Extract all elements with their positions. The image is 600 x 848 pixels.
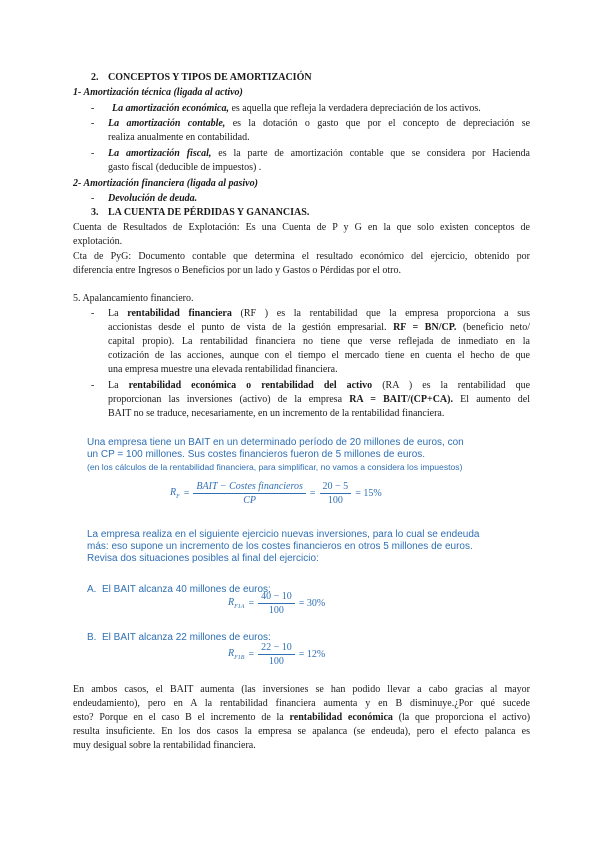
re-text: (RA ) es la rentabilidad que — [382, 380, 531, 391]
example-next-1: La empresa realiza en el siguiente ejercicio nuevas inversiones, para lo cual se endeuda — [87, 529, 480, 540]
equation-result: = 30% — [298, 598, 326, 609]
bullet-dash: - — [91, 103, 95, 114]
fraction: $\frac{20 - 5}{100}$ — [320, 481, 352, 506]
rf-term: rentabilidad financiera — [127, 308, 232, 319]
rf-line-1 — [108, 307, 530, 321]
case-a-label: A. — [87, 584, 97, 595]
re-line-2 — [108, 393, 530, 407]
bullet-dash: - — [91, 380, 95, 391]
item-text: es la dotación o gasto que por el concepto de depreciación se — [232, 118, 531, 129]
case-b-label: B. — [87, 632, 97, 643]
conclusion-text: esto? Porque en el caso B el incremento de la — [73, 712, 284, 723]
paragraph-cta-pyg-cont: diferencia entre Ingresos o Beneficios por un lado y Gastos o Pérdidas por el otro. — [73, 265, 401, 276]
paragraph-cuenta-resultados-cont: explotación. — [73, 236, 123, 247]
rf-text: (RF ) es la rentabilidad que la empresa proporciona a sus — [240, 308, 531, 319]
rf-formula: RF = BN/CP. — [393, 322, 457, 333]
bullet-dash: - — [91, 308, 95, 319]
item-text-continuation: gasto fiscal (deducible de impuestos) . — [108, 162, 262, 173]
bullet-dash: - — [91, 148, 95, 159]
equation-result: = 12% — [298, 649, 326, 660]
rf-line-2 — [108, 321, 530, 335]
conclusion-line-5: muy desigual sobre la rentabilidad financiera. — [73, 740, 256, 751]
conclusion-line-1: En ambos casos, el BAIT aumenta (las inversiones se han podido llevar a cabo gracias al mayor — [73, 684, 530, 695]
re-line-3: BAIT no se traduce, necesariamente, en un incremento de la rentabilidad financiera. — [108, 408, 445, 419]
example-intro-1: Una empresa tiene un BAIT en un determinado período de 20 millones de euros, con — [87, 437, 464, 448]
equation-lhs: $R_{F1A}$ — [228, 597, 245, 610]
case-a-text: El BAIT alcanza 40 millones de euros: — [102, 584, 271, 595]
bullet-dash: - — [91, 193, 95, 204]
section-2-number: 2. — [91, 72, 99, 83]
case-b-text: El BAIT alcanza 22 millones de euros: — [102, 632, 271, 643]
rf-prefix: La — [108, 308, 119, 319]
re-term: rentabilidad económica o rentabilidad del activo — [128, 380, 373, 391]
equation-lhs: $R_F$ — [170, 487, 180, 500]
fraction: $\frac{\text{BAIT − Costes financieros}}{CP}$ — [193, 481, 305, 506]
example-next-3: Revisa dos situaciones posibles al final del ejercicio: — [87, 553, 319, 564]
conclusion-line-3 — [73, 711, 530, 725]
section-5-title: 5. Apalancamiento financiero. — [73, 293, 194, 304]
re-line-1 — [108, 379, 530, 393]
item-amortizacion-fiscal — [108, 147, 530, 161]
equation-case-b: $R_{F1B}$ = $\frac{22 - 10}{100}$ = 12% — [228, 642, 326, 667]
item-amortizacion-contable — [108, 117, 530, 131]
conclusion-line-4: resulta insuficiente. En los dos casos la empresa se apalanca (se endeuda), pero el efecto palanca es — [73, 726, 530, 737]
re-formula: RA = BAIT/(CP+CA). — [349, 394, 453, 405]
item-text-continuation: realiza anualmente en contabilidad. — [108, 132, 250, 143]
item-text: es la parte de amortización contable que se considera por Hacienda — [218, 148, 530, 159]
rf-line-3: capital propio). La rentabilidad financiera no tiene que verse reflejada de inmediato en la — [108, 336, 530, 347]
rf-text: (beneficio neto/ — [462, 322, 531, 333]
item-term: La amortización fiscal, — [108, 148, 212, 159]
fraction: $\frac{22 - 10}{100}$ — [258, 642, 295, 667]
section-3-title: LA CUENTA DE PÉRDIDAS Y GANANCIAS. — [108, 207, 310, 218]
example-intro-2: un CP = 100 millones. Sus costes financieros fueron de 5 millones de euros. — [87, 449, 426, 460]
conclusion-line-2: endeudamiento), pero en A la rentabilidad financiera aumenta y en B disminuye.¿Por qué sucede — [73, 698, 530, 709]
example-next-2: más: eso supone un incremento de los costes financieros en otros 5 millones de euros. — [87, 541, 473, 552]
fraction: $\frac{40 - 10}{100}$ — [258, 591, 295, 616]
re-text: El aumento del — [460, 394, 531, 405]
re-prefix: La — [108, 380, 119, 391]
section-3-number: 3. — [91, 207, 99, 218]
equation-rf: $R_F$ = $\frac{\text{BAIT − Costes financieros}}{CP}$ = $\frac{20 - 5}{100}$ = 15% — [170, 481, 382, 506]
equation-case-a: $R_{F1A}$ = $\frac{40 - 10}{100}$ = 30% — [228, 591, 326, 616]
rf-line-4: cotización de las acciones, aunque con el tiempo el mercado tiene en cuenta el hecho de que — [108, 350, 530, 361]
item-term: La amortización contable, — [108, 118, 226, 129]
amortizacion-tecnica-heading: 1- Amortización técnica (ligada al activo) — [73, 87, 243, 98]
item-text: es aquella que refleja la verdadera depreciación de los activos. — [231, 103, 481, 114]
item-amortizacion-economica — [112, 102, 481, 116]
section-2-title: CONCEPTOS Y TIPOS DE AMORTIZACIÓN — [108, 72, 312, 83]
example-intro-note: (en los cálculos de la rentabilidad financiera, para simplificar, no vamos a considera los impuestos) — [87, 462, 463, 472]
conclusion-text: (la que proporciona el activo) — [398, 712, 531, 723]
item-term: La amortización económica, — [112, 103, 229, 114]
amortizacion-financiera-heading: 2- Amortización financiera (ligada al pasivo) — [73, 178, 258, 189]
devolucion-deuda: Devolución de deuda. — [108, 193, 198, 204]
paragraph-cuenta-resultados: Cuenta de Resultados de Explotación: Es una Cuenta de P y G en la que solo existen conceptos de — [73, 222, 530, 233]
equation-lhs: $R_{F1B}$ — [228, 648, 245, 661]
rf-line-5: una empresa muestre una elevada rentabilidad financiera. — [108, 364, 338, 375]
bullet-dash: - — [91, 118, 95, 129]
conclusion-bold-term: rentabilidad económica — [289, 712, 393, 723]
re-text: proporcionan las inversiones (activo) de la empresa — [108, 394, 343, 405]
rf-text: accionistas desde el punto de vista de la gestión empresarial. — [108, 322, 387, 333]
paragraph-cta-pyg: Cta de PyG: Documento contable que determina el resultado económico del ejercicio, obtenido por — [73, 251, 530, 262]
equation-result: = 15% — [355, 488, 382, 499]
